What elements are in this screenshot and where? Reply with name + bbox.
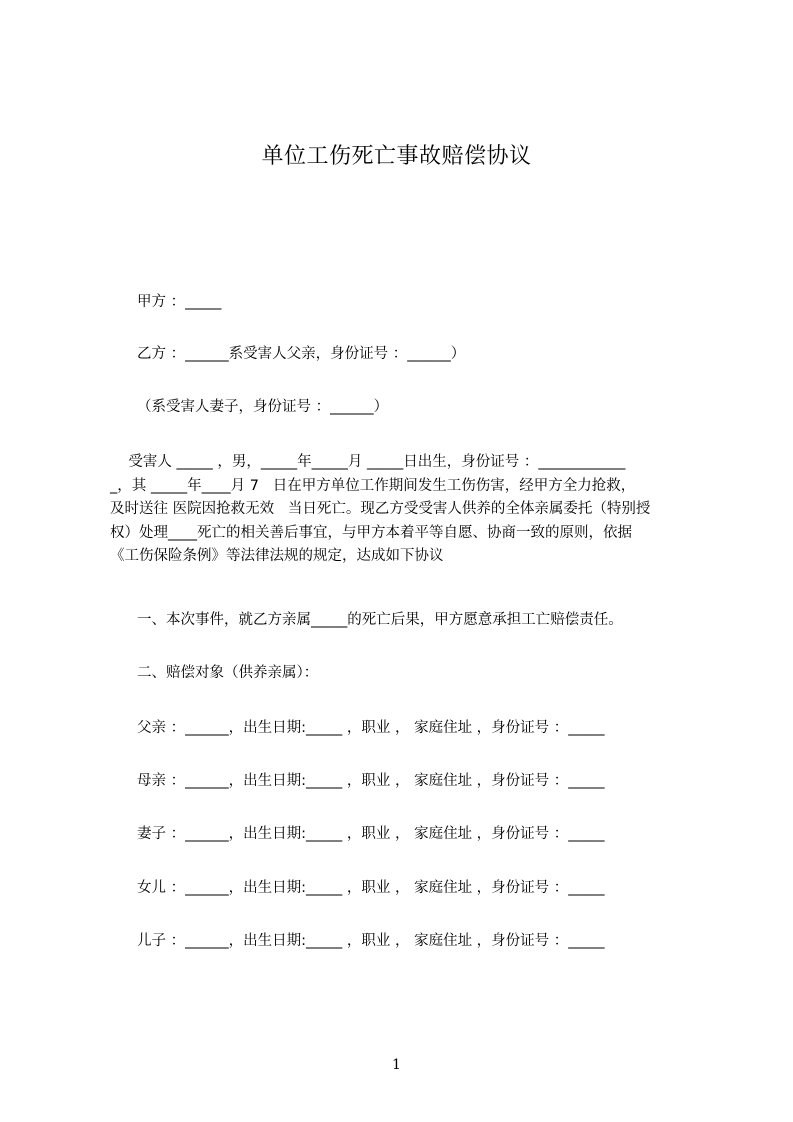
- page-number: 1: [392, 1057, 401, 1073]
- relative-father-line: 父亲 ：______，出生日期:_____ ，职业 ， 家庭住址 ，身份证号 ：_____: [137, 720, 605, 736]
- clause-1: 一、本次事件，就乙方亲属_____的死亡后果，甲方愿意承担工亡赔偿责任。: [137, 612, 623, 628]
- incident-paragraph: [110, 451, 700, 569]
- relative-son-line: 儿子 ：______，出生日期:_____ ，职业 ， 家庭住址 ，身份证号 ：_____: [137, 933, 605, 949]
- party-a-line: 甲方 ：_____: [137, 294, 222, 310]
- party-b-line: 乙方 ：______系受害人父亲，身份证号 ：______）: [137, 346, 466, 362]
- incident-line: 《工伤保险条例》等法律法规的规定，达成如下协议: [110, 548, 444, 564]
- relative-daughter-line: 女儿 ：______，出生日期:_____ ，职业 ， 家庭住址 ，身份证号 ：_____: [137, 880, 605, 896]
- relative-mother-line: 母亲 ：______，出生日期:_____ ，职业 ， 家庭住址 ，身份证号 ：_____: [137, 773, 605, 789]
- incident-line: 受害人 _____ ，男，_____年_____月 _____日出生，身份证号 ：____________: [110, 454, 626, 470]
- document-title: 单位工伤死亡事故赔偿协议: [261, 144, 532, 169]
- incident-line: 权）处理____死亡的相关善后事宜，与甲方本着平等自愿、协商一致的原则，依据: [110, 524, 632, 541]
- incident-line: 及时送往 医院因抢救无效 当日死亡。现乙方受受害人供养的全体亲属委托（特别授: [110, 501, 651, 517]
- party-b-spouse-line: （系受害人妻子，身份证号 ：______）: [137, 399, 389, 415]
- incident-line: _，其 _____年____月 7 日在甲方单位工作期间发生工伤伤害，经甲方全力抢救，: [110, 477, 636, 494]
- relative-wife-line: 妻子 ：______，出生日期:_____ ，职业 ， 家庭住址 ，身份证号 ：_____: [137, 826, 605, 842]
- clause-2: 二、赔偿对象（供养亲属）：: [137, 665, 319, 681]
